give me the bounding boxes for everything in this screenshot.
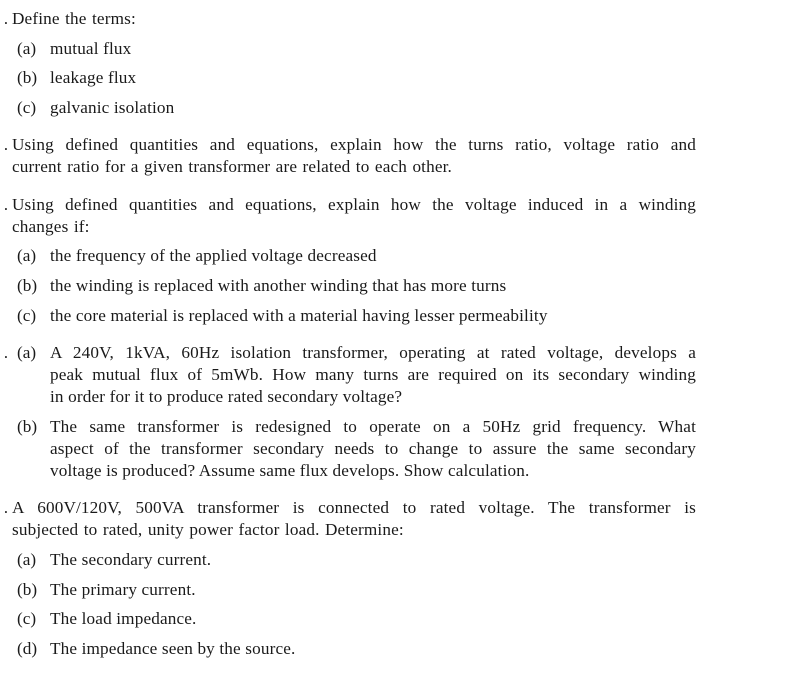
question-number: . [3,343,8,362]
part-text: the core material is replaced with a material having lesser permeability [50,306,548,325]
text-line: The same transformer is redesigned to operate on a 50Hz grid frequency. What [50,417,696,436]
text-line: Define the terms: [12,9,136,28]
part-text: The impedance seen by the source. [50,639,296,658]
part-text [50,416,696,482]
question-number: . [3,498,8,517]
question-number: . [3,195,8,214]
question-number: . [3,135,8,154]
text-line: Using defined quantities and equations, explain how the voltage induced in a winding [12,195,696,214]
part-label: (b) [17,417,38,436]
part-text [50,342,696,408]
question-text [12,497,696,541]
question-text [12,134,696,178]
question-number: . [3,9,8,28]
text-line: current ratio for a given transformer are related to each other. [12,157,453,176]
part-text: galvanic isolation [50,98,175,117]
text-line: subjected to rated, unity power factor load. Determine: [12,520,404,539]
text-line: A 600V/120V, 500VA transformer is connected to rated voltage. The transformer is [12,498,696,517]
part-text: mutual flux [50,39,132,58]
part-text: The secondary current. [50,550,212,569]
part-label: (c) [17,306,37,325]
part-label: (b) [17,580,38,599]
part-label: (b) [17,276,38,295]
text-line: Using defined quantities and equations, explain how the turns ratio, voltage ratio and [12,135,696,154]
text-line: aspect of the transformer secondary needs to change to assure the same secondary [50,439,696,458]
part-text: the frequency of the applied voltage decreased [50,246,377,265]
text-line: voltage is produced? Assume same flux develops. Show calculation. [50,461,530,480]
question-text [12,194,696,238]
part-label: (c) [17,98,37,117]
part-label: (a) [17,39,37,58]
text-line: peak mutual flux of 5mWb. How many turns are required on its secondary winding [50,365,696,384]
question-text [12,8,696,30]
part-text: the winding is replaced with another winding that has more turns [50,276,507,295]
part-label: (d) [17,639,38,658]
part-label: (a) [17,550,37,569]
part-label: (a) [17,343,37,362]
part-text: The primary current. [50,580,196,599]
text-line: A 240V, 1kVA, 60Hz isolation transformer, operating at rated voltage, develops a [50,343,696,362]
part-label: (a) [17,246,37,265]
part-text: leakage flux [50,68,137,87]
text-line: changes if: [12,217,90,236]
part-text: The load impedance. [50,609,197,628]
text-line: in order for it to produce rated secondary voltage? [50,387,403,406]
part-label: (c) [17,609,37,628]
part-label: (b) [17,68,38,87]
